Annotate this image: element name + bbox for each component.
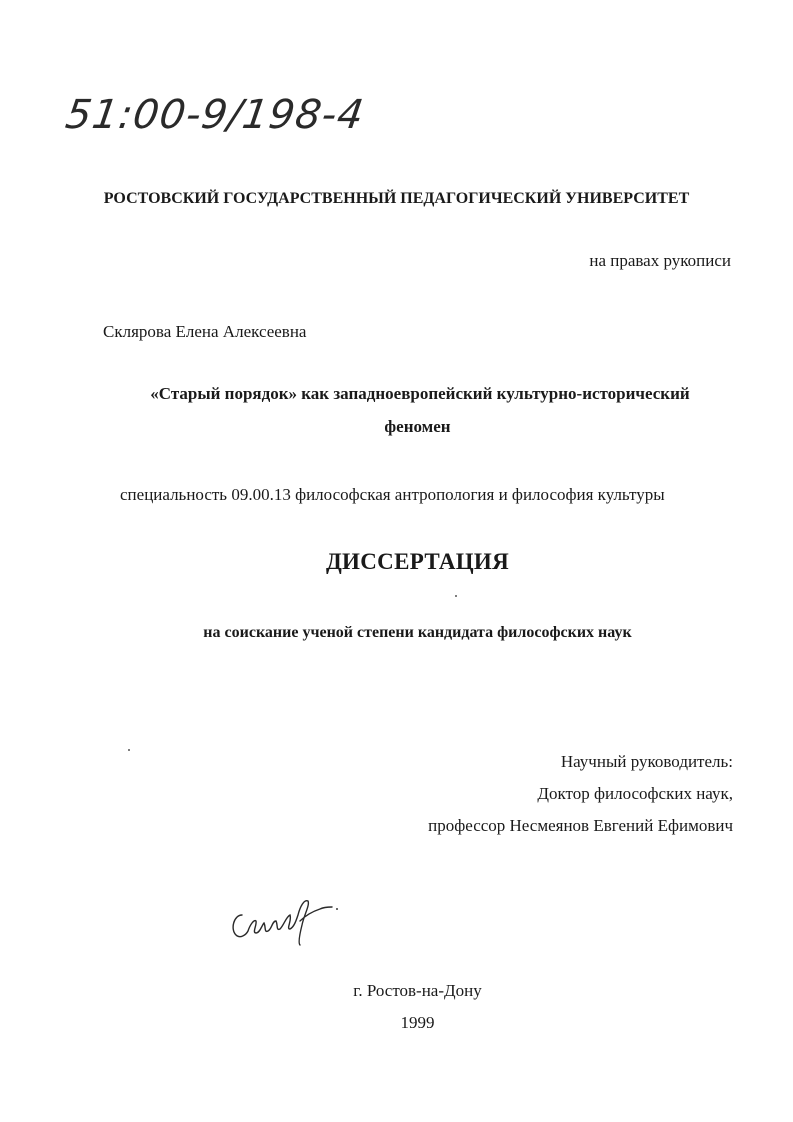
manuscript-rights-note: на правах рукописи (589, 251, 731, 270)
supervisor-degree: Доктор философских наук, (537, 784, 733, 803)
specialty-line: специальность 09.00.13 философская антропология и философия культуры (120, 485, 665, 504)
document-type-heading: ДИССЕРТАЦИЯ (325, 549, 510, 574)
city-line: г. Ростов-на-Дону (353, 981, 482, 1000)
university-name: РОСТОВСКИЙ ГОСУДАРСТВЕННЫЙ ПЕДАГОГИЧЕСКИЙ УНИВЕРСИТЕТ (103, 190, 690, 207)
supervisor-label: Научный руководитель: (560, 752, 733, 771)
scan-speck (455, 595, 457, 597)
title-line-2: феномен (384, 417, 451, 436)
supervisor-name: профессор Несмеянов Евгений Ефимович (428, 816, 733, 835)
title-line-1: «Старый порядок» как западноевропейский культурно-исторический (150, 384, 690, 403)
author-name: Склярова Елена Алексеевна (103, 322, 307, 341)
degree-line: на соискание ученой степени кандидата философских наук (203, 624, 632, 641)
year-line: 1999 (400, 1013, 435, 1032)
archive-code-handwritten: 51:00-9/198-4 (62, 92, 368, 138)
scan-speck (128, 749, 130, 751)
author-signature (224, 885, 354, 955)
